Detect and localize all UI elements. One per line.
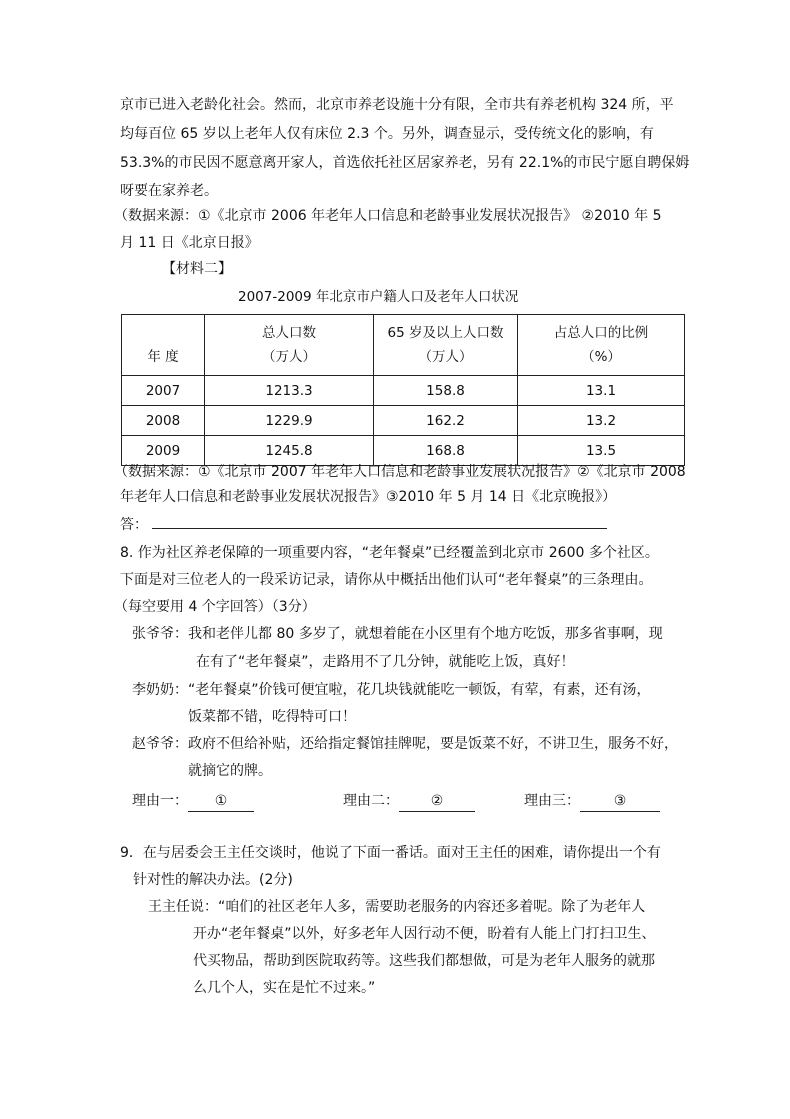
population-table: [121, 314, 685, 466]
interview-li: 李奶奶：“老年餐桌”价钱可便宜啦，花几块钱就能吃一顿饭，有荤，有素，还有汤，: [132, 682, 651, 698]
cell-elderly: 162.2: [374, 406, 518, 436]
material2-source: （数据来源：①《北京市 2007 年老年人口信息和老龄事业发展状况报告》②《北京市 2008: [114, 464, 686, 480]
director-wang-speech: 代买物品，帮助到医院取药等。这些我们都想做，可是为老年人服务的就那: [193, 953, 655, 969]
reason-3-blank[interactable]: ③: [580, 791, 660, 812]
table-row: [122, 406, 685, 436]
interview-zhang: 张爷爷：我和老伴儿都 80 多岁了，就想着能在小区里有个地方吃饭，那多省事啊，现: [132, 626, 663, 642]
q8-stem: （每空要用 4 个字回答）（3分）: [114, 599, 316, 615]
q9-stem: 9．在与居委会王主任交谈时，他说了下面一番话。面对王主任的困难，请你提出一个有: [120, 845, 661, 861]
q9-stem: 针对性的解决办法。(2分): [133, 872, 293, 888]
table-row: [122, 436, 685, 466]
material1-source: 月 11 日《北京日报》: [120, 235, 259, 251]
cell-year: 2007: [122, 376, 205, 406]
reason-1-label: 理由一：: [132, 793, 188, 809]
material1-line: 均每百位 65 岁以上老年人仅有床位 2.3 个。另外，调查显示，受传统文化的影响，有: [120, 126, 654, 142]
table-title: 2007-2009 年北京市户籍人口及老年人口状况: [238, 289, 519, 305]
header-year: 年 度: [122, 315, 205, 376]
material1-line: 京市已进入老龄化社会。然而，北京市养老设施十分有限，全市共有养老机构 324 所，平: [120, 97, 674, 113]
material2-source: 年老年人口信息和老龄事业发展状况报告》③2010 年 5 月 14 日《北京晚报》）: [120, 489, 617, 505]
header-total: 总人口数 （万人）: [205, 315, 374, 376]
cell-elderly: 168.8: [374, 436, 518, 466]
answer-blank[interactable]: [152, 514, 607, 529]
director-wang-speech: 开办“老年餐桌”以外，好多老年人因行动不便，盼着有人能上门打扫卫生、: [193, 926, 656, 942]
header-elderly: 65 岁及以上人口数 （万人）: [374, 315, 518, 376]
interview-li: 饭菜都不错，吃得特可口！: [188, 709, 356, 725]
material1-source: （数据来源：①《北京市 2006 年老年人口信息和老龄事业发展状况报告》 ②2010 年 5: [114, 208, 662, 224]
interview-zhang: 在有了“老年餐桌”，走路用不了几分钟，就能吃上饭，真好！: [196, 654, 575, 670]
q8-stem: 下面是对三位老人的一段采访记录，请你从中概括出他们认可“老年餐桌”的三条理由。: [120, 572, 653, 588]
header-ratio: 占总人口的比例 （%）: [518, 315, 685, 376]
reason-3-label: 理由三：: [524, 793, 580, 809]
material2-heading: 【材料二】: [162, 261, 232, 277]
director-wang-speech: 王主任说：“咱们的社区老年人多，需要助老服务的内容还多着呢。除了为老年人: [148, 899, 646, 915]
cell-ratio: 13.5: [518, 436, 685, 466]
director-wang-speech: 么几个人，实在是忙不过来。”: [193, 980, 376, 996]
cell-elderly: 158.8: [374, 376, 518, 406]
reason-2-blank[interactable]: ②: [399, 791, 475, 812]
q8-stem: 8. 作为社区养老保障的一项重要内容，“老年餐桌”已经覆盖到北京市 2600 多个社区。: [120, 545, 659, 561]
cell-year: 2009: [122, 436, 205, 466]
cell-total: 1213.3: [205, 376, 374, 406]
material1-line: 呀要在家养老。: [120, 183, 218, 199]
cell-total: 1245.8: [205, 436, 374, 466]
reason-1: [132, 791, 254, 812]
reason-2: [343, 791, 475, 812]
cell-ratio: 13.2: [518, 406, 685, 436]
interview-zhao: 就摘它的牌。: [188, 763, 272, 779]
interview-zhao: 赵爷爷：政府不但给补贴，还给指定餐馆挂牌呢，要是饭菜不好，不讲卫生，服务不好，: [132, 736, 678, 752]
reason-2-label: 理由二：: [343, 793, 399, 809]
material1-line: 53.3%的市民因不愿意离开家人，首选依托社区居家养老，另有 22.1%的市民宁愿自聘保姆: [120, 155, 690, 171]
cell-year: 2008: [122, 406, 205, 436]
answer-label: 答：: [120, 517, 148, 533]
cell-ratio: 13.1: [518, 376, 685, 406]
cell-total: 1229.9: [205, 406, 374, 436]
table-header-row: [122, 315, 685, 376]
table-row: [122, 376, 685, 406]
reason-3: [524, 791, 660, 812]
reason-1-blank[interactable]: ①: [188, 791, 254, 812]
answer-row: [120, 514, 607, 535]
